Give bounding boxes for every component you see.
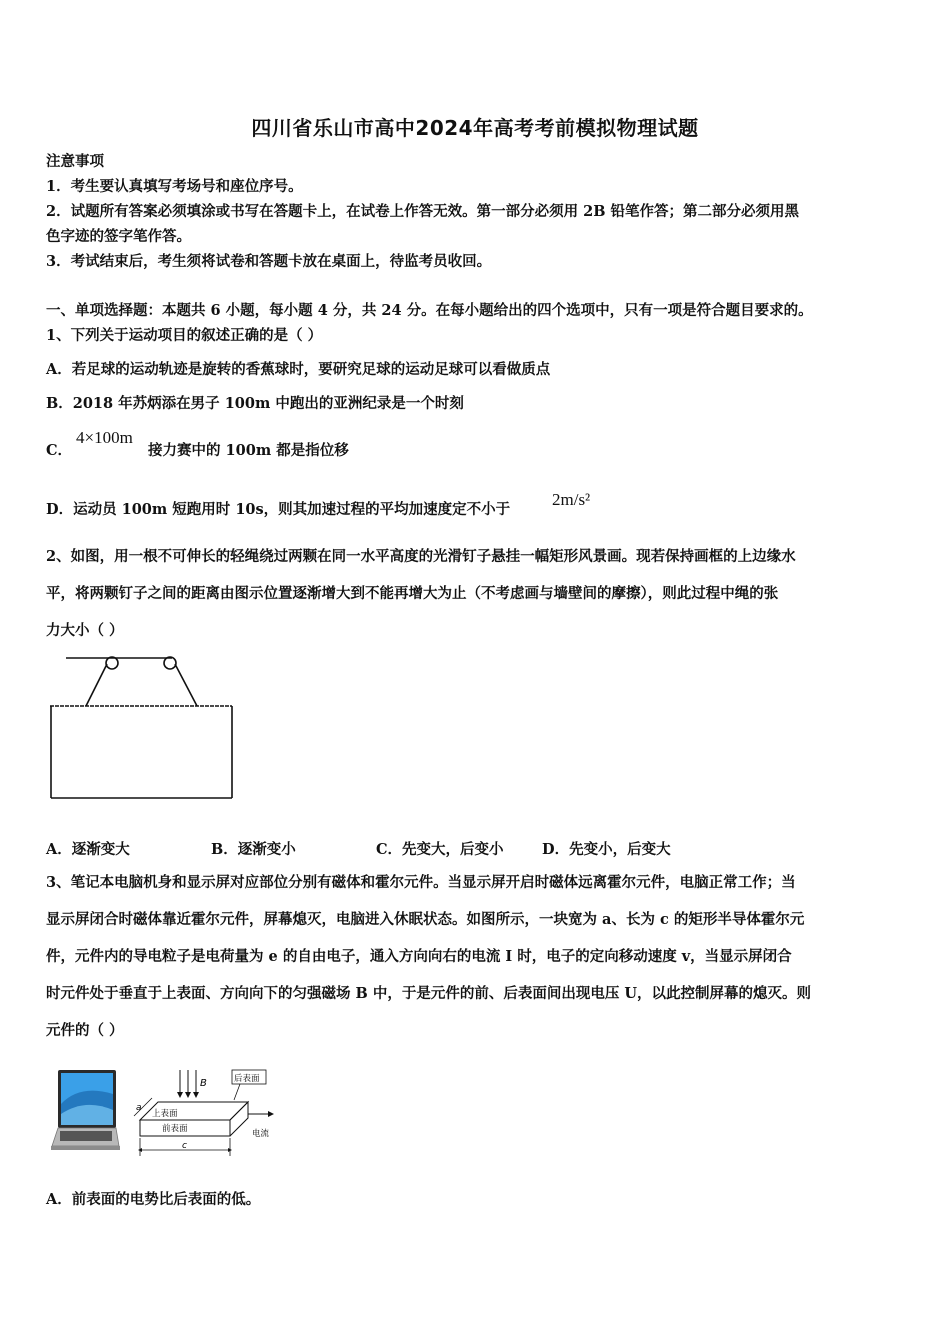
q2-option-b: B．逐渐变小 (211, 841, 296, 858)
section-1-heading: 一、单项选择题：本题共 6 小题，每小题 4 分，共 24 分。在每小题给出的四个选项中，只有一项是符合题目要求的。 (46, 302, 813, 319)
q2-option-d: D．先变小，后变大 (542, 841, 671, 858)
q2-line-1: 2、如图，用一根不可伸长的轻绳绕过两颗在同一水平高度的光滑钉子悬挂一幅矩形风景画。现若保持画框的上边缘水 (46, 548, 796, 565)
notice-item-3: 3．考试结束后，考生须将试卷和答题卡放在桌面上，待监考员收回。 (46, 253, 492, 270)
hall-element-diagram (130, 1064, 280, 1162)
notice-item-2a: 2．试题所有答案必须填涂或书写在答题卡上，在试卷上作答无效。第一部分必须用 2B 铅笔作答；第二部分必须用黑 (46, 203, 800, 220)
q1-option-d-text: D．运动员 100m 短跑用时 10s，则其加速过程的平均加速度定不小于 (46, 501, 511, 518)
q3-line-5: 元件的（ ） (46, 1022, 124, 1039)
label-current: 电流 (252, 1129, 270, 1139)
q1-option-b: B．2018 年苏炳添在男子 100m 中跑出的亚洲纪录是一个时刻 (46, 395, 464, 412)
picture-frame-diagram (46, 650, 238, 805)
q3-line-2: 显示屏闭合时磁体靠近霍尔元件，屏幕熄灭，电脑进入休眠状态。如图所示，一块宽为 a、长为 c 的矩形半导体霍尔元 (46, 911, 805, 928)
notice-heading: 注意事项 (46, 153, 104, 170)
notice-item-2b: 色字迹的签字笔作答。 (46, 228, 191, 245)
notice-item-1: 1．考生要认真填写考场号和座位序号。 (46, 178, 303, 195)
q2-option-c: C．先变大，后变小 (376, 841, 504, 858)
q2-line-2: 平，将两颗钉子之间的距离由图示位置逐渐增大到不能再增大为止（不考虑画与墙壁间的摩擦），则此过程中绳的张 (46, 585, 779, 602)
page-title: 四川省乐山市高中2024年高考考前模拟物理试题 (251, 116, 699, 140)
q3-line-1: 3、笔记本电脑机身和显示屏对应部位分别有磁体和霍尔元件。当显示屏开启时磁体远离霍尔元件，电脑正常工作；当 (46, 874, 796, 891)
q1-option-c-text: 接力赛中的 100m 都是指位移 (148, 442, 349, 459)
rope-right (175, 664, 197, 706)
label-back-surface: 后表面 (234, 1074, 260, 1084)
q1-option-c-formula: 4×100m (76, 428, 133, 447)
q1-option-c-label: C． (46, 442, 73, 459)
q3-line-3: 件，元件内的导电粒子是电荷量为 e 的自由电子，通入方向向右的电流 I 时，电子的定向移动速度 v，当显示屏闭合 (46, 948, 792, 965)
laptop-keys (60, 1131, 112, 1141)
q1-option-a: A．若足球的运动轨迹是旋转的香蕉球时，要研究足球的运动足球可以看做质点 (46, 361, 551, 378)
laptop-front-edge (51, 1146, 120, 1150)
rope-left (86, 664, 107, 706)
magnetic-field-arrows (177, 1092, 199, 1098)
q2-line-3: 力大小（ ） (46, 622, 124, 639)
label-top-surface: 上表面 (152, 1109, 178, 1119)
label-a: a (136, 1103, 142, 1113)
q2-option-a: A．逐渐变大 (46, 841, 130, 858)
q1-option-d-formula: 2m/s² (552, 490, 591, 509)
label-c: c (182, 1141, 187, 1151)
q1-stem: 1、下列关于运动项目的叙述正确的是（ ） (46, 327, 323, 344)
element-side-face (230, 1102, 248, 1136)
laptop-icon (50, 1064, 120, 1159)
label-front-surface: 前表面 (162, 1124, 188, 1134)
q3-line-4: 时元件处于垂直于上表面、方向向下的匀强磁场 B 中，于是元件的前、后表面间出现电压 U，以此控制屏幕的熄灭。则 (46, 985, 812, 1002)
q3-option-a: A．前表面的电势比后表面的低。 (46, 1191, 261, 1208)
label-b: B (200, 1078, 207, 1089)
